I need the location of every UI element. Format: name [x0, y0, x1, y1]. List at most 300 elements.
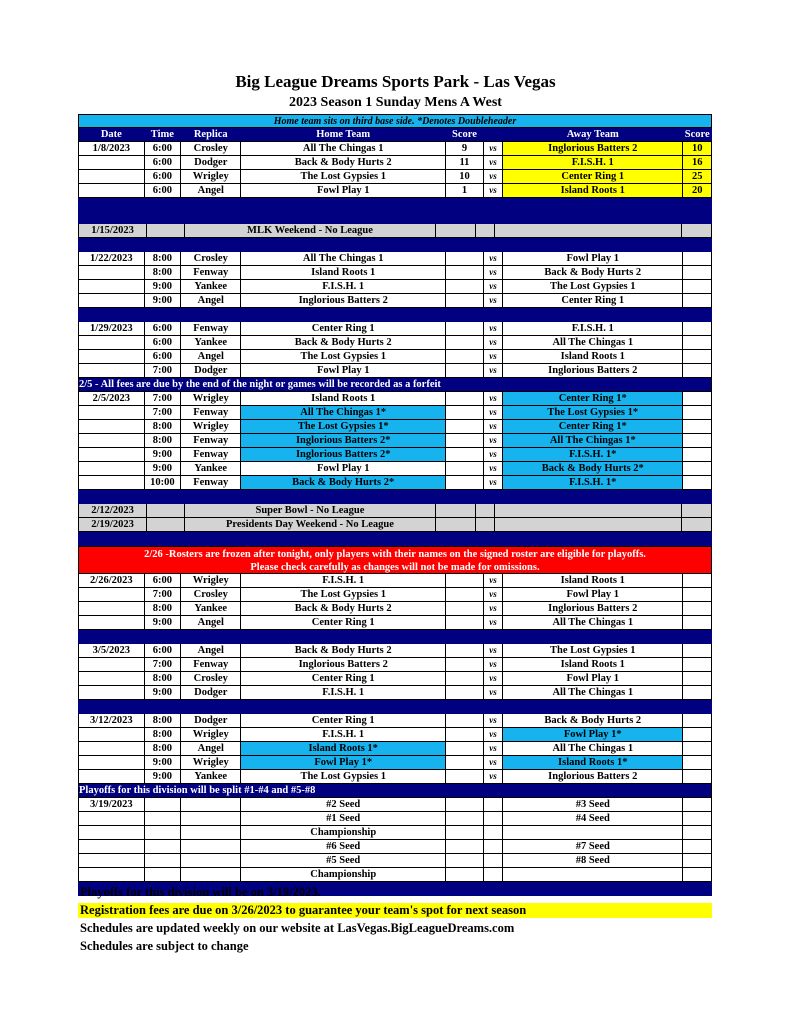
away-score: 16	[683, 156, 712, 169]
home-score	[446, 602, 484, 615]
week-divider	[78, 630, 712, 644]
home-team: The Lost Gypsies 1	[241, 350, 445, 363]
home-score	[446, 770, 484, 783]
empty-cell	[446, 798, 484, 811]
empty-cell	[446, 826, 484, 839]
game-date	[78, 406, 145, 419]
home-team: The Lost Gypsies 1	[241, 170, 445, 183]
empty-cell	[181, 798, 241, 811]
empty-cell	[145, 826, 181, 839]
game-date: 1/22/2023	[78, 252, 145, 265]
away-team: Island Roots 1	[503, 350, 683, 363]
game-time: 8:00	[145, 420, 181, 433]
game-date	[78, 742, 145, 755]
away-team: The Lost Gypsies 1	[503, 280, 683, 293]
game-row	[78, 294, 712, 308]
game-field: Dodger	[181, 364, 241, 377]
empty-cell	[484, 840, 503, 853]
empty-cell	[181, 854, 241, 867]
playoff-row	[78, 826, 712, 840]
game-field: Dodger	[181, 156, 241, 169]
playoff-row	[78, 812, 712, 826]
versus-label: vs	[484, 406, 503, 419]
empty-cell	[683, 798, 712, 811]
game-row	[78, 756, 712, 770]
game-date: 2/26/2023	[78, 574, 145, 587]
away-team: Fowl Play 1	[503, 672, 683, 685]
home-team: The Lost Gypsies 1*	[241, 420, 445, 433]
game-field: Yankee	[181, 770, 241, 783]
home-score	[446, 672, 484, 685]
header-date: Date	[78, 128, 145, 141]
home-team: Fowl Play 1	[241, 184, 445, 197]
game-date	[78, 420, 145, 433]
game-date: 1/29/2023	[78, 322, 145, 335]
versus-label: vs	[484, 392, 503, 405]
game-field: Fenway	[181, 406, 241, 419]
empty-cell	[682, 518, 712, 531]
versus-label: vs	[484, 364, 503, 377]
playoff-home: #2 Seed	[241, 798, 445, 811]
versus-label: vs	[484, 770, 503, 783]
home-score: 11	[446, 156, 484, 169]
game-time: 9:00	[145, 294, 181, 307]
playoff-row	[78, 854, 712, 868]
away-team: All The Chingas 1	[503, 742, 683, 755]
header-away-score: Score	[683, 128, 712, 141]
home-score	[446, 336, 484, 349]
home-score	[446, 574, 484, 587]
home-team: Inglorious Batters 2*	[241, 448, 445, 461]
playoff-row	[78, 798, 712, 812]
playoff-away: #4 Seed	[503, 812, 683, 825]
away-team: All The Chingas 1	[503, 616, 683, 629]
empty-cell	[147, 224, 185, 237]
home-team: Fowl Play 1	[241, 462, 445, 475]
home-team: F.I.S.H. 1	[241, 574, 445, 587]
game-time: 9:00	[145, 448, 181, 461]
header-replica: Replica	[181, 128, 241, 141]
game-time: 10:00	[145, 476, 181, 489]
game-time: 6:00	[145, 156, 181, 169]
game-time: 6:00	[145, 184, 181, 197]
away-team: Back & Body Hurts 2*	[503, 462, 683, 475]
game-row	[78, 392, 712, 406]
versus-label: vs	[484, 574, 503, 587]
empty-cell	[145, 868, 181, 881]
away-team: Center Ring 1*	[503, 420, 683, 433]
home-score: 1	[446, 184, 484, 197]
home-score: 10	[446, 170, 484, 183]
versus-label: vs	[484, 644, 503, 657]
home-score	[446, 588, 484, 601]
home-score	[446, 420, 484, 433]
away-score	[683, 714, 712, 727]
playoff-row	[78, 840, 712, 854]
away-score	[683, 322, 712, 335]
no-league-row	[78, 504, 712, 518]
empty-cell	[446, 854, 484, 867]
footer-registration-fees: Registration fees are due on 3/26/2023 to guarantee your team's spot for next season	[78, 903, 712, 918]
game-row	[78, 266, 712, 280]
game-time: 8:00	[145, 252, 181, 265]
versus-label: vs	[484, 350, 503, 363]
week-divider	[78, 532, 712, 546]
header-time: Time	[145, 128, 181, 141]
away-score	[683, 392, 712, 405]
away-team: Inglorious Batters 2	[503, 770, 683, 783]
away-score	[683, 364, 712, 377]
away-team: Island Roots 1	[503, 658, 683, 671]
away-score	[683, 728, 712, 741]
empty-cell	[147, 518, 185, 531]
game-time: 7:00	[145, 658, 181, 671]
empty-cell	[446, 868, 484, 881]
game-time: 6:00	[145, 350, 181, 363]
away-team: The Lost Gypsies 1*	[503, 406, 683, 419]
empty-cell	[476, 518, 496, 531]
game-row	[78, 462, 712, 476]
game-field: Wrigley	[181, 170, 241, 183]
no-league-row	[78, 224, 712, 238]
game-field: Wrigley	[181, 420, 241, 433]
empty-cell	[145, 854, 181, 867]
away-team: Inglorious Batters 2	[503, 602, 683, 615]
home-team: The Lost Gypsies 1	[241, 588, 445, 601]
no-league-label: MLK Weekend - No League	[185, 224, 436, 237]
game-date	[78, 602, 145, 615]
game-date	[78, 728, 145, 741]
game-row	[78, 336, 712, 350]
away-team: All The Chingas 1	[503, 336, 683, 349]
empty-cell	[476, 504, 496, 517]
versus-label: vs	[484, 156, 503, 169]
home-team: The Lost Gypsies 1	[241, 770, 445, 783]
away-score	[683, 294, 712, 307]
away-score	[683, 616, 712, 629]
home-team: Inglorious Batters 2	[241, 658, 445, 671]
versus-label: vs	[484, 602, 503, 615]
game-time: 8:00	[145, 714, 181, 727]
away-score	[683, 658, 712, 671]
empty-cell	[145, 812, 181, 825]
away-score	[683, 476, 712, 489]
game-row	[78, 364, 712, 378]
game-row	[78, 616, 712, 630]
home-score	[446, 742, 484, 755]
away-team: Fowl Play 1	[503, 252, 683, 265]
playoff-away	[503, 868, 683, 881]
empty-cell	[436, 504, 475, 517]
empty-cell	[484, 812, 503, 825]
versus-label: vs	[484, 476, 503, 489]
game-date	[78, 184, 145, 197]
game-row	[78, 184, 712, 198]
away-team: Island Roots 1	[503, 574, 683, 587]
away-score	[683, 420, 712, 433]
away-team: Fowl Play 1	[503, 588, 683, 601]
versus-label: vs	[484, 294, 503, 307]
versus-label: vs	[484, 588, 503, 601]
home-score	[446, 616, 484, 629]
away-team: F.I.S.H. 1*	[503, 476, 683, 489]
game-field: Yankee	[181, 602, 241, 615]
home-team: Center Ring 1	[241, 672, 445, 685]
playoff-home: #1 Seed	[241, 812, 445, 825]
home-score	[446, 252, 484, 265]
game-row	[78, 170, 712, 184]
game-field: Crosley	[181, 588, 241, 601]
away-team: Fowl Play 1*	[503, 728, 683, 741]
game-date	[78, 434, 145, 447]
game-date: 3/5/2023	[78, 644, 145, 657]
game-row	[78, 742, 712, 756]
home-score	[446, 756, 484, 769]
game-row	[78, 350, 712, 364]
away-team: Center Ring 1	[503, 170, 683, 183]
playoff-split-banner: Playoffs for this division will be split #1-#4 and #5-#8	[78, 784, 712, 798]
game-row	[78, 420, 712, 434]
roster-banner-line-2: Please check carefully as changes will not be made for omissions.	[250, 562, 540, 573]
page-title: Big League Dreams Sports Park - Las Vegas	[235, 72, 556, 91]
home-team: Center Ring 1	[241, 616, 445, 629]
game-row	[78, 770, 712, 784]
away-score	[683, 686, 712, 699]
game-date	[78, 336, 145, 349]
home-team: Back & Body Hurts 2	[241, 336, 445, 349]
header-away-team: Away Team	[503, 128, 683, 141]
game-time: 8:00	[145, 672, 181, 685]
empty-cell	[484, 826, 503, 839]
header-home-team: Home Team	[241, 128, 445, 141]
home-score	[446, 406, 484, 419]
game-row	[78, 252, 712, 266]
away-team: Island Roots 1	[503, 184, 683, 197]
away-score	[683, 574, 712, 587]
game-field: Fenway	[181, 266, 241, 279]
empty-cell	[181, 868, 241, 881]
game-field: Angel	[181, 742, 241, 755]
game-field: Yankee	[181, 280, 241, 293]
home-team: Back & Body Hurts 2	[241, 644, 445, 657]
game-date	[78, 280, 145, 293]
away-score	[683, 588, 712, 601]
game-time: 8:00	[145, 434, 181, 447]
away-team: All The Chingas 1	[503, 686, 683, 699]
playoff-date: 3/19/2023	[78, 798, 145, 811]
no-league-row	[78, 518, 712, 532]
home-score	[446, 322, 484, 335]
week-divider	[78, 198, 712, 212]
empty-cell	[484, 854, 503, 867]
game-time: 9:00	[145, 686, 181, 699]
home-score	[446, 434, 484, 447]
away-score	[683, 434, 712, 447]
versus-label: vs	[484, 336, 503, 349]
footer-playoff-date: Playoffs for this division will be on 3/19/2023.	[80, 885, 321, 899]
home-score	[446, 714, 484, 727]
home-score	[446, 476, 484, 489]
game-date	[78, 364, 145, 377]
week-divider	[78, 490, 712, 504]
no-league-date: 2/19/2023	[78, 518, 147, 531]
home-team: Island Roots 1	[241, 266, 445, 279]
game-time: 6:00	[145, 322, 181, 335]
home-team: Back & Body Hurts 2	[241, 156, 445, 169]
no-league-date: 2/12/2023	[78, 504, 147, 517]
game-time: 9:00	[145, 462, 181, 475]
home-score	[446, 280, 484, 293]
home-team: Inglorious Batters 2	[241, 294, 445, 307]
playoff-date	[78, 868, 145, 881]
away-score	[683, 252, 712, 265]
game-field: Angel	[181, 184, 241, 197]
home-team: All The Chingas 1	[241, 142, 445, 155]
playoff-home: #5 Seed	[241, 854, 445, 867]
home-score	[446, 364, 484, 377]
empty-cell	[181, 840, 241, 853]
home-score	[446, 658, 484, 671]
home-team-note: Home team sits on third base side. *Denotes Doubleheader	[78, 114, 712, 128]
away-score: 20	[683, 184, 712, 197]
home-team: F.I.S.H. 1	[241, 686, 445, 699]
away-score	[683, 644, 712, 657]
empty-cell	[484, 798, 503, 811]
versus-label: vs	[484, 420, 503, 433]
game-date	[78, 756, 145, 769]
page-subtitle: 2023 Season 1 Sunday Mens A West	[289, 95, 502, 110]
home-score	[446, 392, 484, 405]
versus-label: vs	[484, 170, 503, 183]
game-row	[78, 476, 712, 490]
empty-cell	[436, 518, 475, 531]
game-date	[78, 462, 145, 475]
versus-label: vs	[484, 658, 503, 671]
game-date	[78, 672, 145, 685]
game-date	[78, 588, 145, 601]
empty-cell	[495, 224, 682, 237]
versus-label: vs	[484, 686, 503, 699]
home-score	[446, 350, 484, 363]
home-team: Back & Body Hurts 2*	[241, 476, 445, 489]
game-time: 9:00	[145, 616, 181, 629]
home-score	[446, 686, 484, 699]
empty-cell	[683, 868, 712, 881]
game-row	[78, 448, 712, 462]
game-row	[78, 434, 712, 448]
playoff-date	[78, 812, 145, 825]
roster-banner-line-1: 2/26 -Rosters are frozen after tonight, only players with their names on the signed roster are eligible for playoffs.	[144, 549, 646, 560]
home-team: Island Roots 1	[241, 392, 445, 405]
game-field: Fenway	[181, 476, 241, 489]
home-team: Back & Body Hurts 2	[241, 602, 445, 615]
versus-label: vs	[484, 616, 503, 629]
versus-label: vs	[484, 714, 503, 727]
versus-label: vs	[484, 448, 503, 461]
game-field: Fenway	[181, 658, 241, 671]
week-divider	[78, 700, 712, 714]
game-row	[78, 602, 712, 616]
playoff-home: #6 Seed	[241, 840, 445, 853]
versus-label: vs	[484, 462, 503, 475]
week-divider	[78, 308, 712, 322]
game-date	[78, 686, 145, 699]
empty-cell	[683, 812, 712, 825]
empty-cell	[495, 518, 682, 531]
away-team: Center Ring 1	[503, 294, 683, 307]
empty-cell	[495, 504, 682, 517]
game-time: 9:00	[145, 756, 181, 769]
game-field: Fenway	[181, 434, 241, 447]
game-field: Dodger	[181, 714, 241, 727]
away-team: Back & Body Hurts 2	[503, 266, 683, 279]
home-score	[446, 294, 484, 307]
game-field: Angel	[181, 294, 241, 307]
game-field: Fenway	[181, 448, 241, 461]
away-score	[683, 462, 712, 475]
game-row	[78, 686, 712, 700]
home-team: Fowl Play 1*	[241, 756, 445, 769]
playoff-date	[78, 840, 145, 853]
versus-label: vs	[484, 266, 503, 279]
away-score	[683, 406, 712, 419]
game-time: 7:00	[145, 364, 181, 377]
game-time: 6:00	[145, 336, 181, 349]
home-team: F.I.S.H. 1	[241, 728, 445, 741]
away-team: Center Ring 1*	[503, 392, 683, 405]
no-league-label: Presidents Day Weekend - No League	[185, 518, 436, 531]
game-field: Wrigley	[181, 756, 241, 769]
no-league-label: Super Bowl - No League	[185, 504, 436, 517]
away-team: All The Chingas 1*	[503, 434, 683, 447]
game-row	[78, 280, 712, 294]
game-field: Wrigley	[181, 392, 241, 405]
game-date	[78, 170, 145, 183]
empty-cell	[446, 812, 484, 825]
playoff-away: #7 Seed	[503, 840, 683, 853]
game-time: 7:00	[145, 392, 181, 405]
game-time: 9:00	[145, 280, 181, 293]
playoff-away	[503, 826, 683, 839]
versus-label: vs	[484, 184, 503, 197]
game-time: 7:00	[145, 406, 181, 419]
versus-label: vs	[484, 142, 503, 155]
game-row	[78, 658, 712, 672]
empty-cell	[683, 826, 712, 839]
game-time: 7:00	[145, 588, 181, 601]
home-team: All The Chingas 1*	[241, 406, 445, 419]
game-date	[78, 294, 145, 307]
game-field: Crosley	[181, 252, 241, 265]
home-team: Fowl Play 1	[241, 364, 445, 377]
away-score	[683, 266, 712, 279]
empty-cell	[683, 840, 712, 853]
away-team: Back & Body Hurts 2	[503, 714, 683, 727]
home-team: Island Roots 1*	[241, 742, 445, 755]
game-field: Yankee	[181, 462, 241, 475]
footer-subject-to-change: Schedules are subject to change	[80, 939, 249, 953]
game-date	[78, 770, 145, 783]
game-field: Angel	[181, 644, 241, 657]
game-row	[78, 156, 712, 170]
playoff-home: Championship	[241, 868, 445, 881]
game-date: 1/8/2023	[78, 142, 145, 155]
away-team: Island Roots 1*	[503, 756, 683, 769]
home-team: Center Ring 1	[241, 714, 445, 727]
away-score	[683, 602, 712, 615]
fees-banner: 2/5 - All fees are due by the end of the night or games will be recorded as a forfeit	[78, 378, 712, 392]
home-score	[446, 644, 484, 657]
